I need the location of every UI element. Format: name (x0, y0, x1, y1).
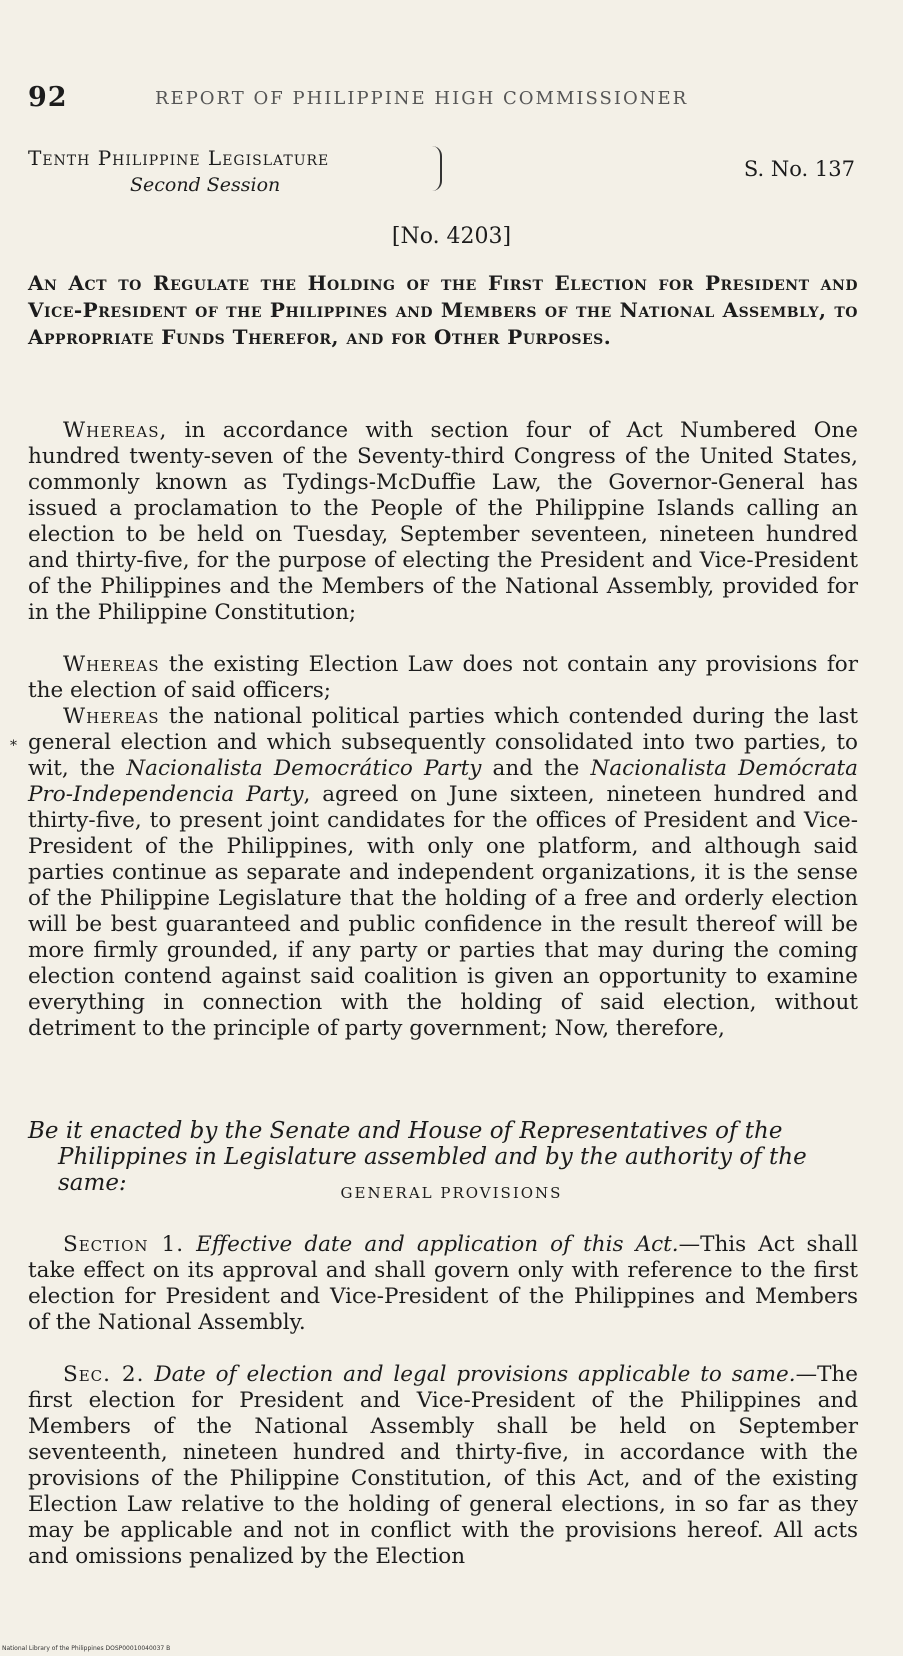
section-caption: Date of election and legal provisions applicable to same. (154, 1362, 796, 1387)
section-label: Sec. 2. (63, 1362, 145, 1387)
enacting-clause: Be it enacted by the Senate and House of Representatives of the Philippines in Legislature assembled and by the authority of the same: (28, 1118, 807, 1196)
whereas-lead: Whereas, (63, 418, 168, 443)
bracket-divider (430, 146, 442, 191)
section-text: —The first election for President and Vice-President of the Philippines and Members of the National Assembly shall be held on September seventeenth, nineteen hundred and thirty-five, in accordance with the provisions of the Philippine Constitution, of this Act, and of the existing Election Law relative to the holding of general elections, in so far as they may be applicable and not in conflict with the provisions hereof. All acts and omissions penalized by the Election (28, 1362, 858, 1569)
whereas-text: the national political parties which contended during the last general election and which subsequently consolidated into two parties, to wit, the (28, 704, 858, 781)
running-head: REPORT OF PHILIPPINE HIGH COMMISSIONER (155, 88, 689, 109)
whereas-text: the existing Election Law does not contain any provisions for the election of said officers; (28, 652, 858, 703)
legislature-session: Second Session (130, 174, 281, 196)
section-label: Section 1. (63, 1232, 185, 1257)
page-number: 92 (28, 82, 68, 113)
party-name: Nacionalista Democrático Party (126, 756, 482, 781)
section-caption: Effective date and application of this Act. (196, 1232, 679, 1257)
whereas-text: , agreed on June sixteen, nineteen hundred and thirty-five, to present joint candidates for the offices of President and Vice-President of the Philippines, with only one platform, and although said parties continue as separate and independent organizations, it is the sense of the Philippine Legislature that the holding of a free and orderly election will be best guaranteed and public confidence in the result thereof will be more firmly grounded, if any party or parties that may during the coming election contend against said coalition is given an opportunity to examine everything in connection with the holding of said election, without detriment to the principle of party government; Now, therefore, (28, 782, 858, 1041)
whereas-lead: Whereas (63, 652, 160, 677)
legislature-name: Tenth Philippine Legislature (28, 146, 330, 170)
section-text: —This Act shall take effect on its approval and shall govern only with reference to the first election for President and Vice-President of the Philippines and Members of the National Assembly. (28, 1232, 858, 1335)
act-number: [No. 4203] (391, 224, 512, 249)
party-name: Nacionalista Demócrata Pro-Independencia Party (28, 756, 858, 807)
whereas-paragraph-2 (28, 652, 858, 704)
whereas-lead: Whereas (63, 704, 160, 729)
section-2 (28, 1362, 858, 1570)
act-title: An Act to Regulate the Holding of the First Election for President and Vice-President of the Philippines and Members of the National Assembly, to Appropriate Funds Therefor, and for Other Purposes. (28, 271, 858, 349)
whereas-text: in accordance with section four of Act Numbered One hundred twenty-seven of the Seventy-third Congress of the United States, commonly known as Tydings-McDuffie Law, the Governor-General has issued a proclamation to the People of the Philippine Islands calling an election to be held on Tuesday, September seventeen, nineteen hundred and thirty-five, for the purpose of electing the President and Vice-President of the Philippines and the Members of the National Assembly, provided for in the Philippine Constitution; (28, 418, 858, 625)
whereas-text: and the (481, 756, 591, 781)
section-heading: GENERAL PROVISIONS (340, 1184, 563, 1202)
margin-mark: * (10, 738, 17, 754)
bill-number: S. No. 137 (743, 157, 855, 181)
section-1 (28, 1232, 858, 1336)
footer-credit: National Library of the Philippines DOSP00010040037 B (2, 1645, 171, 1652)
whereas-paragraph-3 (28, 704, 858, 1042)
whereas-paragraph-1 (28, 418, 858, 626)
